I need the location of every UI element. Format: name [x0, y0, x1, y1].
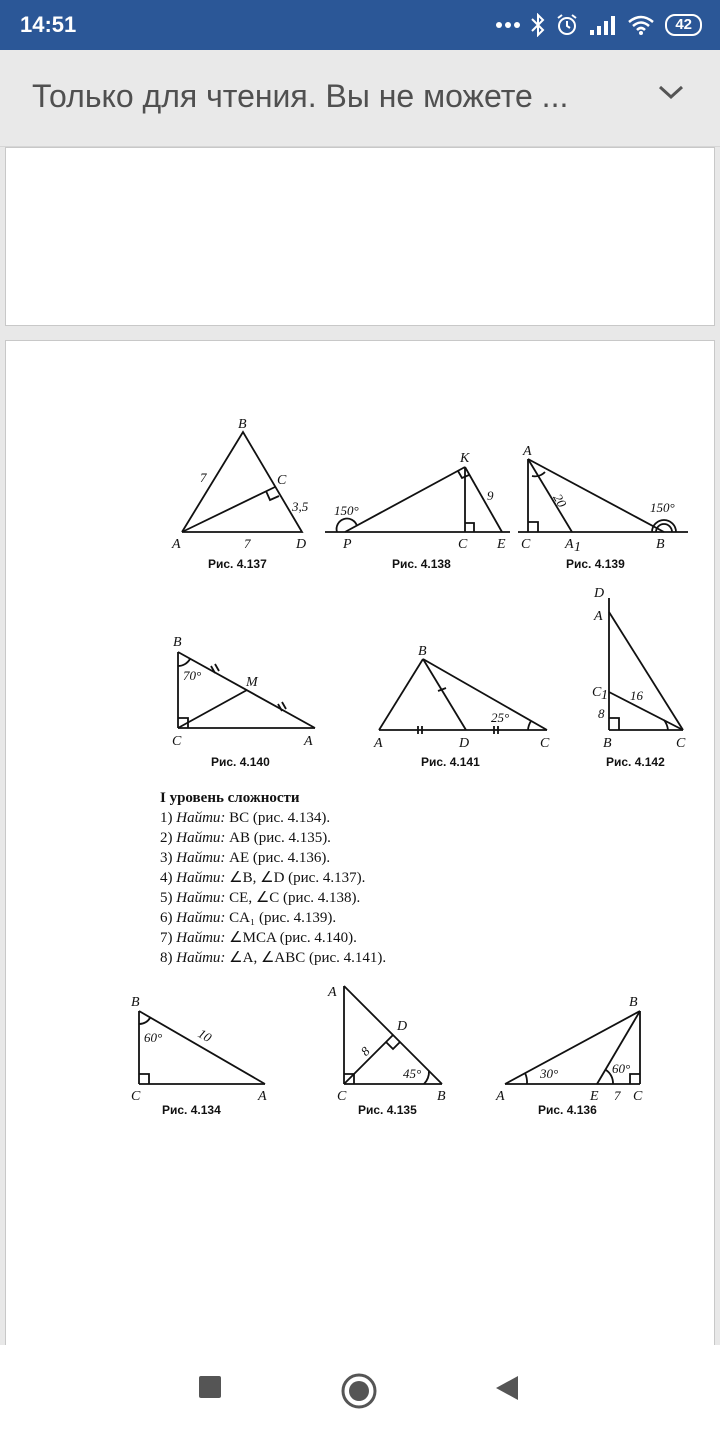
read-only-message: Только для чтения. Вы не можете ...	[32, 78, 569, 114]
angle-b: 150°	[650, 500, 675, 515]
task-item: 4) Найти: ∠B, ∠D (рис. 4.137).	[160, 870, 366, 886]
label-a: A	[258, 1089, 267, 1104]
navigation-bar	[0, 1345, 720, 1440]
side-cd: 8	[357, 1043, 373, 1059]
home-button[interactable]	[341, 1373, 377, 1409]
task-item: 1) Найти: BC (рис. 4.134).	[160, 810, 331, 826]
task-item: 7) Найти: ∠MCA (рис. 4.140).	[160, 930, 357, 946]
label-c: C	[633, 1089, 643, 1104]
task-list	[160, 788, 580, 968]
caption-4-141: Рис. 4.141	[421, 755, 480, 769]
task-item: 6) Найти: CA₁ (рис. 4.139).	[160, 910, 337, 926]
figure-4-137	[171, 417, 309, 571]
label-a: A	[523, 444, 532, 459]
caption-4-140: Рис. 4.140	[211, 755, 270, 769]
label-b: B	[238, 417, 247, 432]
label-c1-sub: 1	[601, 688, 608, 703]
side-bc1: 8	[598, 706, 605, 721]
label-a1-sub: 1	[574, 540, 581, 555]
label-b: B	[418, 644, 427, 659]
label-b: B	[629, 995, 638, 1010]
side-ab: 7	[200, 470, 207, 485]
label-m: M	[246, 675, 258, 690]
task-item: 8) Найти: ∠A, ∠ABC (рис. 4.141).	[160, 950, 387, 966]
side-cd: 3,5	[292, 499, 309, 514]
caption-4-137: Рис. 4.137	[208, 557, 267, 571]
caption-4-134: Рис. 4.134	[162, 1103, 221, 1117]
angle-b: 45°	[403, 1066, 422, 1081]
label-a: A	[172, 537, 181, 552]
back-button[interactable]	[494, 1374, 520, 1402]
task-item: 2) Найти: AB (рис. 4.135).	[160, 830, 331, 846]
label-d: D	[397, 1019, 408, 1034]
caption-4-135: Рис. 4.135	[358, 1103, 417, 1117]
angle-p: 150°	[334, 503, 359, 518]
figure-4-135	[327, 985, 446, 1117]
label-c: C	[676, 736, 686, 751]
side-ke: 9	[487, 488, 494, 503]
side-c1c: 16	[630, 688, 643, 703]
angle-e: 60°	[612, 1061, 631, 1076]
label-a: A	[496, 1089, 505, 1104]
battery-icon: 42	[665, 14, 702, 36]
recents-button[interactable]	[198, 1375, 222, 1399]
label-d: D	[594, 586, 605, 601]
figure-4-139	[518, 444, 688, 571]
angle-c: 25°	[491, 710, 510, 725]
label-b: B	[131, 995, 140, 1010]
label-c: C	[458, 537, 468, 552]
label-b: B	[173, 635, 182, 650]
label-c: C	[131, 1089, 141, 1104]
side-ec: 7	[614, 1088, 621, 1103]
task-item: 5) Найти: CE, ∠C (рис. 4.138).	[160, 890, 361, 906]
task-heading: I уровень сложности	[160, 790, 300, 806]
label-c: C	[540, 736, 550, 751]
side-ab: 10	[195, 1025, 215, 1046]
label-a: A	[328, 985, 337, 1000]
label-p: P	[343, 537, 352, 552]
label-c: C	[277, 473, 287, 488]
label-b: B	[656, 537, 665, 552]
label-c1: C	[592, 685, 602, 700]
caption-4-136: Рис. 4.136	[538, 1103, 597, 1117]
label-k: K	[460, 451, 470, 466]
angle-a: 30°	[540, 1066, 559, 1081]
caption-4-139: Рис. 4.139	[566, 557, 625, 571]
figure-4-141	[373, 644, 550, 769]
figure-4-142	[592, 586, 686, 769]
figure-4-134	[131, 995, 267, 1117]
angle-b: 70°	[183, 668, 202, 683]
label-c: C	[521, 537, 531, 552]
label-c: C	[172, 734, 182, 749]
status-time: 14:51	[20, 12, 77, 37]
side-ad: 7	[244, 536, 251, 551]
label-d: D	[459, 736, 470, 751]
figure-4-140	[172, 635, 315, 769]
label-b: B	[437, 1089, 446, 1104]
label-d: D	[296, 537, 307, 552]
label-e: E	[590, 1089, 599, 1104]
label-b: B	[603, 736, 612, 751]
figure-4-138	[325, 451, 510, 571]
task-item: 3) Найти: AE (рис. 4.136).	[160, 850, 331, 866]
label-e: E	[497, 537, 506, 552]
side-aa1: 20	[550, 491, 570, 510]
label-a: A	[374, 736, 383, 751]
angle-b: 60°	[144, 1030, 163, 1045]
figure-4-136	[495, 995, 643, 1117]
caption-4-138: Рис. 4.138	[392, 557, 451, 571]
caption-4-142: Рис. 4.142	[606, 755, 665, 769]
label-a1: A	[565, 537, 574, 552]
label-a: A	[594, 609, 603, 624]
label-a: A	[304, 734, 313, 749]
label-c: C	[337, 1089, 347, 1104]
